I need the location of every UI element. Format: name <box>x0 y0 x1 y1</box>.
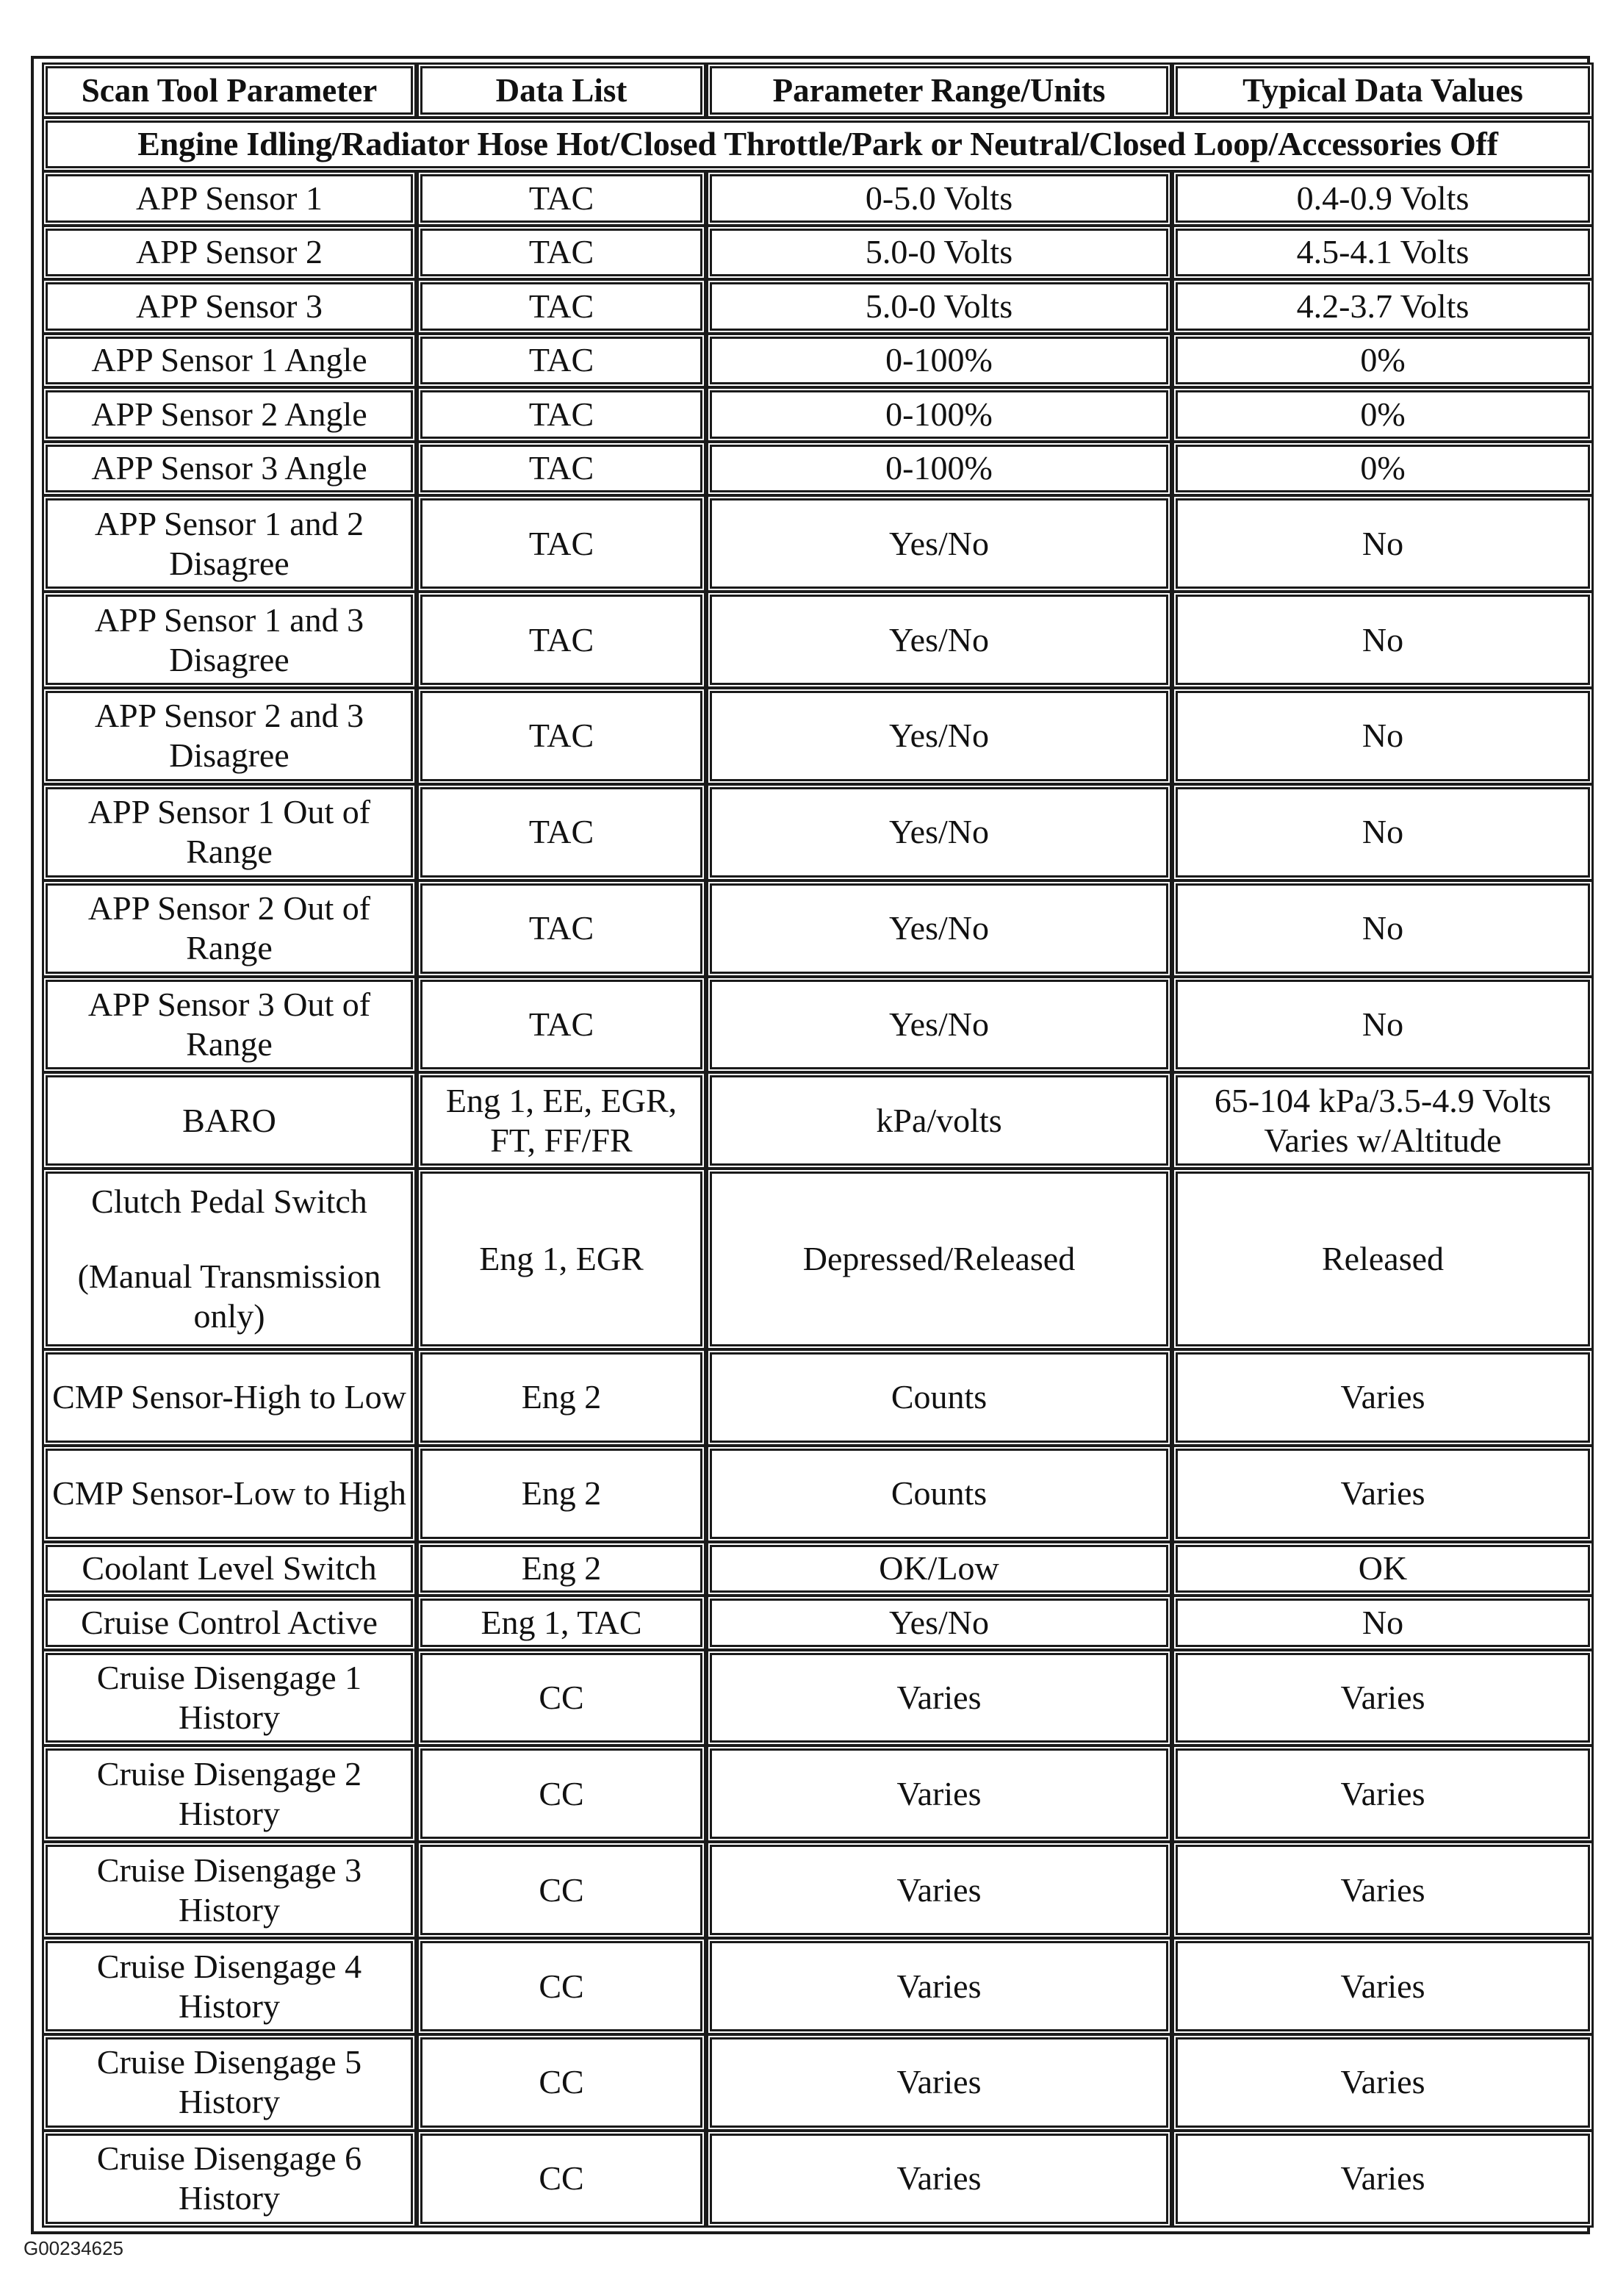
table-row <box>46 174 1590 223</box>
range-cell: Counts <box>710 1449 1168 1539</box>
parameter-cell: Cruise Disengage 5 History <box>46 2037 413 2128</box>
table-row <box>46 337 1590 385</box>
table-row <box>46 229 1590 277</box>
table-row <box>46 445 1590 493</box>
data-list-cell: TAC <box>420 980 702 1070</box>
parameter-cell: APP Sensor 2 Angle <box>46 390 413 439</box>
data-list-cell: CC <box>420 1941 702 2031</box>
data-list-cell: CC <box>420 1653 702 1743</box>
table-row <box>46 883 1590 974</box>
parameter-cell: APP Sensor 1 and 3 Disagree <box>46 595 413 685</box>
table-row <box>46 1352 1590 1443</box>
range-cell: Varies <box>710 1748 1168 1839</box>
range-cell: 0-100% <box>710 337 1168 385</box>
range-cell: 5.0-0 Volts <box>710 282 1168 331</box>
data-list-cell: CC <box>420 1845 702 1935</box>
data-list-cell: Eng 2 <box>420 1352 702 1443</box>
manual-transmission-note: (Manual Transmission only) <box>77 1258 381 1335</box>
table-frame <box>31 56 1590 2234</box>
typical-value-cell: No <box>1176 691 1590 781</box>
table-row <box>46 1545 1590 1593</box>
table-row <box>46 691 1590 781</box>
range-cell: Varies <box>710 1653 1168 1743</box>
table-row <box>46 1941 1590 2031</box>
typical-value-cell: Released <box>1176 1172 1590 1346</box>
range-cell: 0-100% <box>710 445 1168 493</box>
range-cell: 0-100% <box>710 390 1168 439</box>
typical-value-cell: Varies <box>1176 1352 1590 1443</box>
typical-value-cell: No <box>1176 595 1590 685</box>
typical-value-cell: Varies <box>1176 1941 1590 2031</box>
parameter-cell: APP Sensor 2 Out of Range <box>46 883 413 974</box>
data-list-cell: Eng 1, EGR <box>420 1172 702 1346</box>
parameter-cell: APP Sensor 3 <box>46 282 413 331</box>
parameter-cell: APP Sensor 2 <box>46 229 413 277</box>
typical-value-cell: Varies <box>1176 2037 1590 2128</box>
parameter-cell: Cruise Control Active <box>46 1599 413 1647</box>
condition-row <box>46 121 1590 169</box>
typical-value-cell: 0% <box>1176 390 1590 439</box>
data-list-cell: TAC <box>420 282 702 331</box>
typical-value-cell: Varies <box>1176 1449 1590 1539</box>
data-list-cell: TAC <box>420 445 702 493</box>
typical-value-cell: No <box>1176 787 1590 878</box>
header-data-list: Data List <box>420 66 702 115</box>
range-cell: Varies <box>710 2037 1168 2128</box>
parameter-cell: Cruise Disengage 2 History <box>46 1748 413 1839</box>
range-cell: Yes/No <box>710 595 1168 685</box>
typical-value-cell: Varies <box>1176 1845 1590 1935</box>
data-list-cell: TAC <box>420 595 702 685</box>
parameter-cell: APP Sensor 1 <box>46 174 413 223</box>
parameter-cell: CMP Sensor-High to Low <box>46 1352 413 1443</box>
table-row <box>46 2134 1590 2224</box>
typical-value-cell: 65-104 kPa/3.5-4.9 Volts Varies w/Altitude <box>1176 1075 1590 1166</box>
parameter-cell: CMP Sensor-Low to High <box>46 1449 413 1539</box>
data-list-cell: Eng 1, EE, EGR, FT, FF/FR <box>420 1075 702 1166</box>
parameter-cell: APP Sensor 1 and 2 Disagree <box>46 498 413 589</box>
table-row <box>46 787 1590 878</box>
typical-value-cell: 0% <box>1176 445 1590 493</box>
typical-value-cell: No <box>1176 980 1590 1070</box>
table-row <box>46 2037 1590 2128</box>
parameter-cell: Coolant Level Switch <box>46 1545 413 1593</box>
range-cell: Yes/No <box>710 883 1168 974</box>
table-row <box>46 390 1590 439</box>
data-list-cell: Eng 1, TAC <box>420 1599 702 1647</box>
parameter-cell <box>46 1172 413 1346</box>
data-list-cell: Eng 2 <box>420 1449 702 1539</box>
parameter-cell: Cruise Disengage 6 History <box>46 2134 413 2224</box>
parameter-cell: BARO <box>46 1075 413 1166</box>
range-cell: Counts <box>710 1352 1168 1443</box>
table-row <box>46 980 1590 1070</box>
parameter-cell: APP Sensor 3 Angle <box>46 445 413 493</box>
operating-condition: Engine Idling/Radiator Hose Hot/Closed Throttle/Park or Neutral/Closed Loop/Accessories Off <box>46 121 1590 169</box>
parameter-cell: APP Sensor 2 and 3 Disagree <box>46 691 413 781</box>
parameter-cell: APP Sensor 1 Out of Range <box>46 787 413 878</box>
typical-value-cell: OK <box>1176 1545 1590 1593</box>
data-list-cell: TAC <box>420 787 702 878</box>
table-row <box>46 498 1590 589</box>
figure-reference-code: G00234625 <box>24 2237 123 2259</box>
header-parameter-range-units: Parameter Range/Units <box>710 66 1168 115</box>
table-row <box>46 1449 1590 1539</box>
range-cell: Depressed/Released <box>710 1172 1168 1346</box>
range-cell: Yes/No <box>710 787 1168 878</box>
typical-value-cell: 4.2-3.7 Volts <box>1176 282 1590 331</box>
header-typical-data-values: Typical Data Values <box>1176 66 1590 115</box>
table-row <box>46 282 1590 331</box>
data-list-cell: TAC <box>420 498 702 589</box>
range-cell: 5.0-0 Volts <box>710 229 1168 277</box>
table-row <box>46 1845 1590 1935</box>
typical-value-cell: No <box>1176 883 1590 974</box>
parameter-cell: Cruise Disengage 3 History <box>46 1845 413 1935</box>
data-list-cell: Eng 2 <box>420 1545 702 1593</box>
range-cell: kPa/volts <box>710 1075 1168 1166</box>
parameter-cell: APP Sensor 1 Angle <box>46 337 413 385</box>
typical-value-cell: Varies <box>1176 2134 1590 2224</box>
data-list-cell: TAC <box>420 337 702 385</box>
table-row <box>46 1748 1590 1839</box>
typical-value-cell: No <box>1176 1599 1590 1647</box>
typical-value-cell: 4.5-4.1 Volts <box>1176 229 1590 277</box>
range-cell: Yes/No <box>710 980 1168 1070</box>
header-scan-tool-parameter: Scan Tool Parameter <box>46 66 413 115</box>
scan-tool-data-table <box>38 60 1597 2230</box>
clutch-pedal-switch-label: Clutch Pedal Switch <box>91 1183 367 1221</box>
range-cell: 0-5.0 Volts <box>710 174 1168 223</box>
parameter-cell: Cruise Disengage 1 History <box>46 1653 413 1743</box>
range-cell: Varies <box>710 1845 1168 1935</box>
typical-value-cell: Varies <box>1176 1653 1590 1743</box>
range-cell: Yes/No <box>710 498 1168 589</box>
parameter-cell: Cruise Disengage 4 History <box>46 1941 413 2031</box>
data-list-cell: TAC <box>420 174 702 223</box>
table-row <box>46 1653 1590 1743</box>
data-list-cell: TAC <box>420 691 702 781</box>
table-row <box>46 1075 1590 1166</box>
range-cell: OK/Low <box>710 1545 1168 1593</box>
range-cell: Yes/No <box>710 1599 1168 1647</box>
typical-value-cell: Varies <box>1176 1748 1590 1839</box>
data-list-cell: TAC <box>420 883 702 974</box>
range-cell: Varies <box>710 2134 1168 2224</box>
range-cell: Varies <box>710 1941 1168 2031</box>
data-list-cell: CC <box>420 2134 702 2224</box>
data-list-cell: TAC <box>420 390 702 439</box>
table-row <box>46 1172 1590 1346</box>
data-list-cell: TAC <box>420 229 702 277</box>
parameter-cell: APP Sensor 3 Out of Range <box>46 980 413 1070</box>
typical-value-cell: 0.4-0.9 Volts <box>1176 174 1590 223</box>
data-list-cell: CC <box>420 2037 702 2128</box>
typical-value-cell: 0% <box>1176 337 1590 385</box>
data-list-cell: CC <box>420 1748 702 1839</box>
table-row <box>46 1599 1590 1647</box>
table-row <box>46 595 1590 685</box>
typical-value-cell: No <box>1176 498 1590 589</box>
range-cell: Yes/No <box>710 691 1168 781</box>
header-row <box>46 66 1590 115</box>
